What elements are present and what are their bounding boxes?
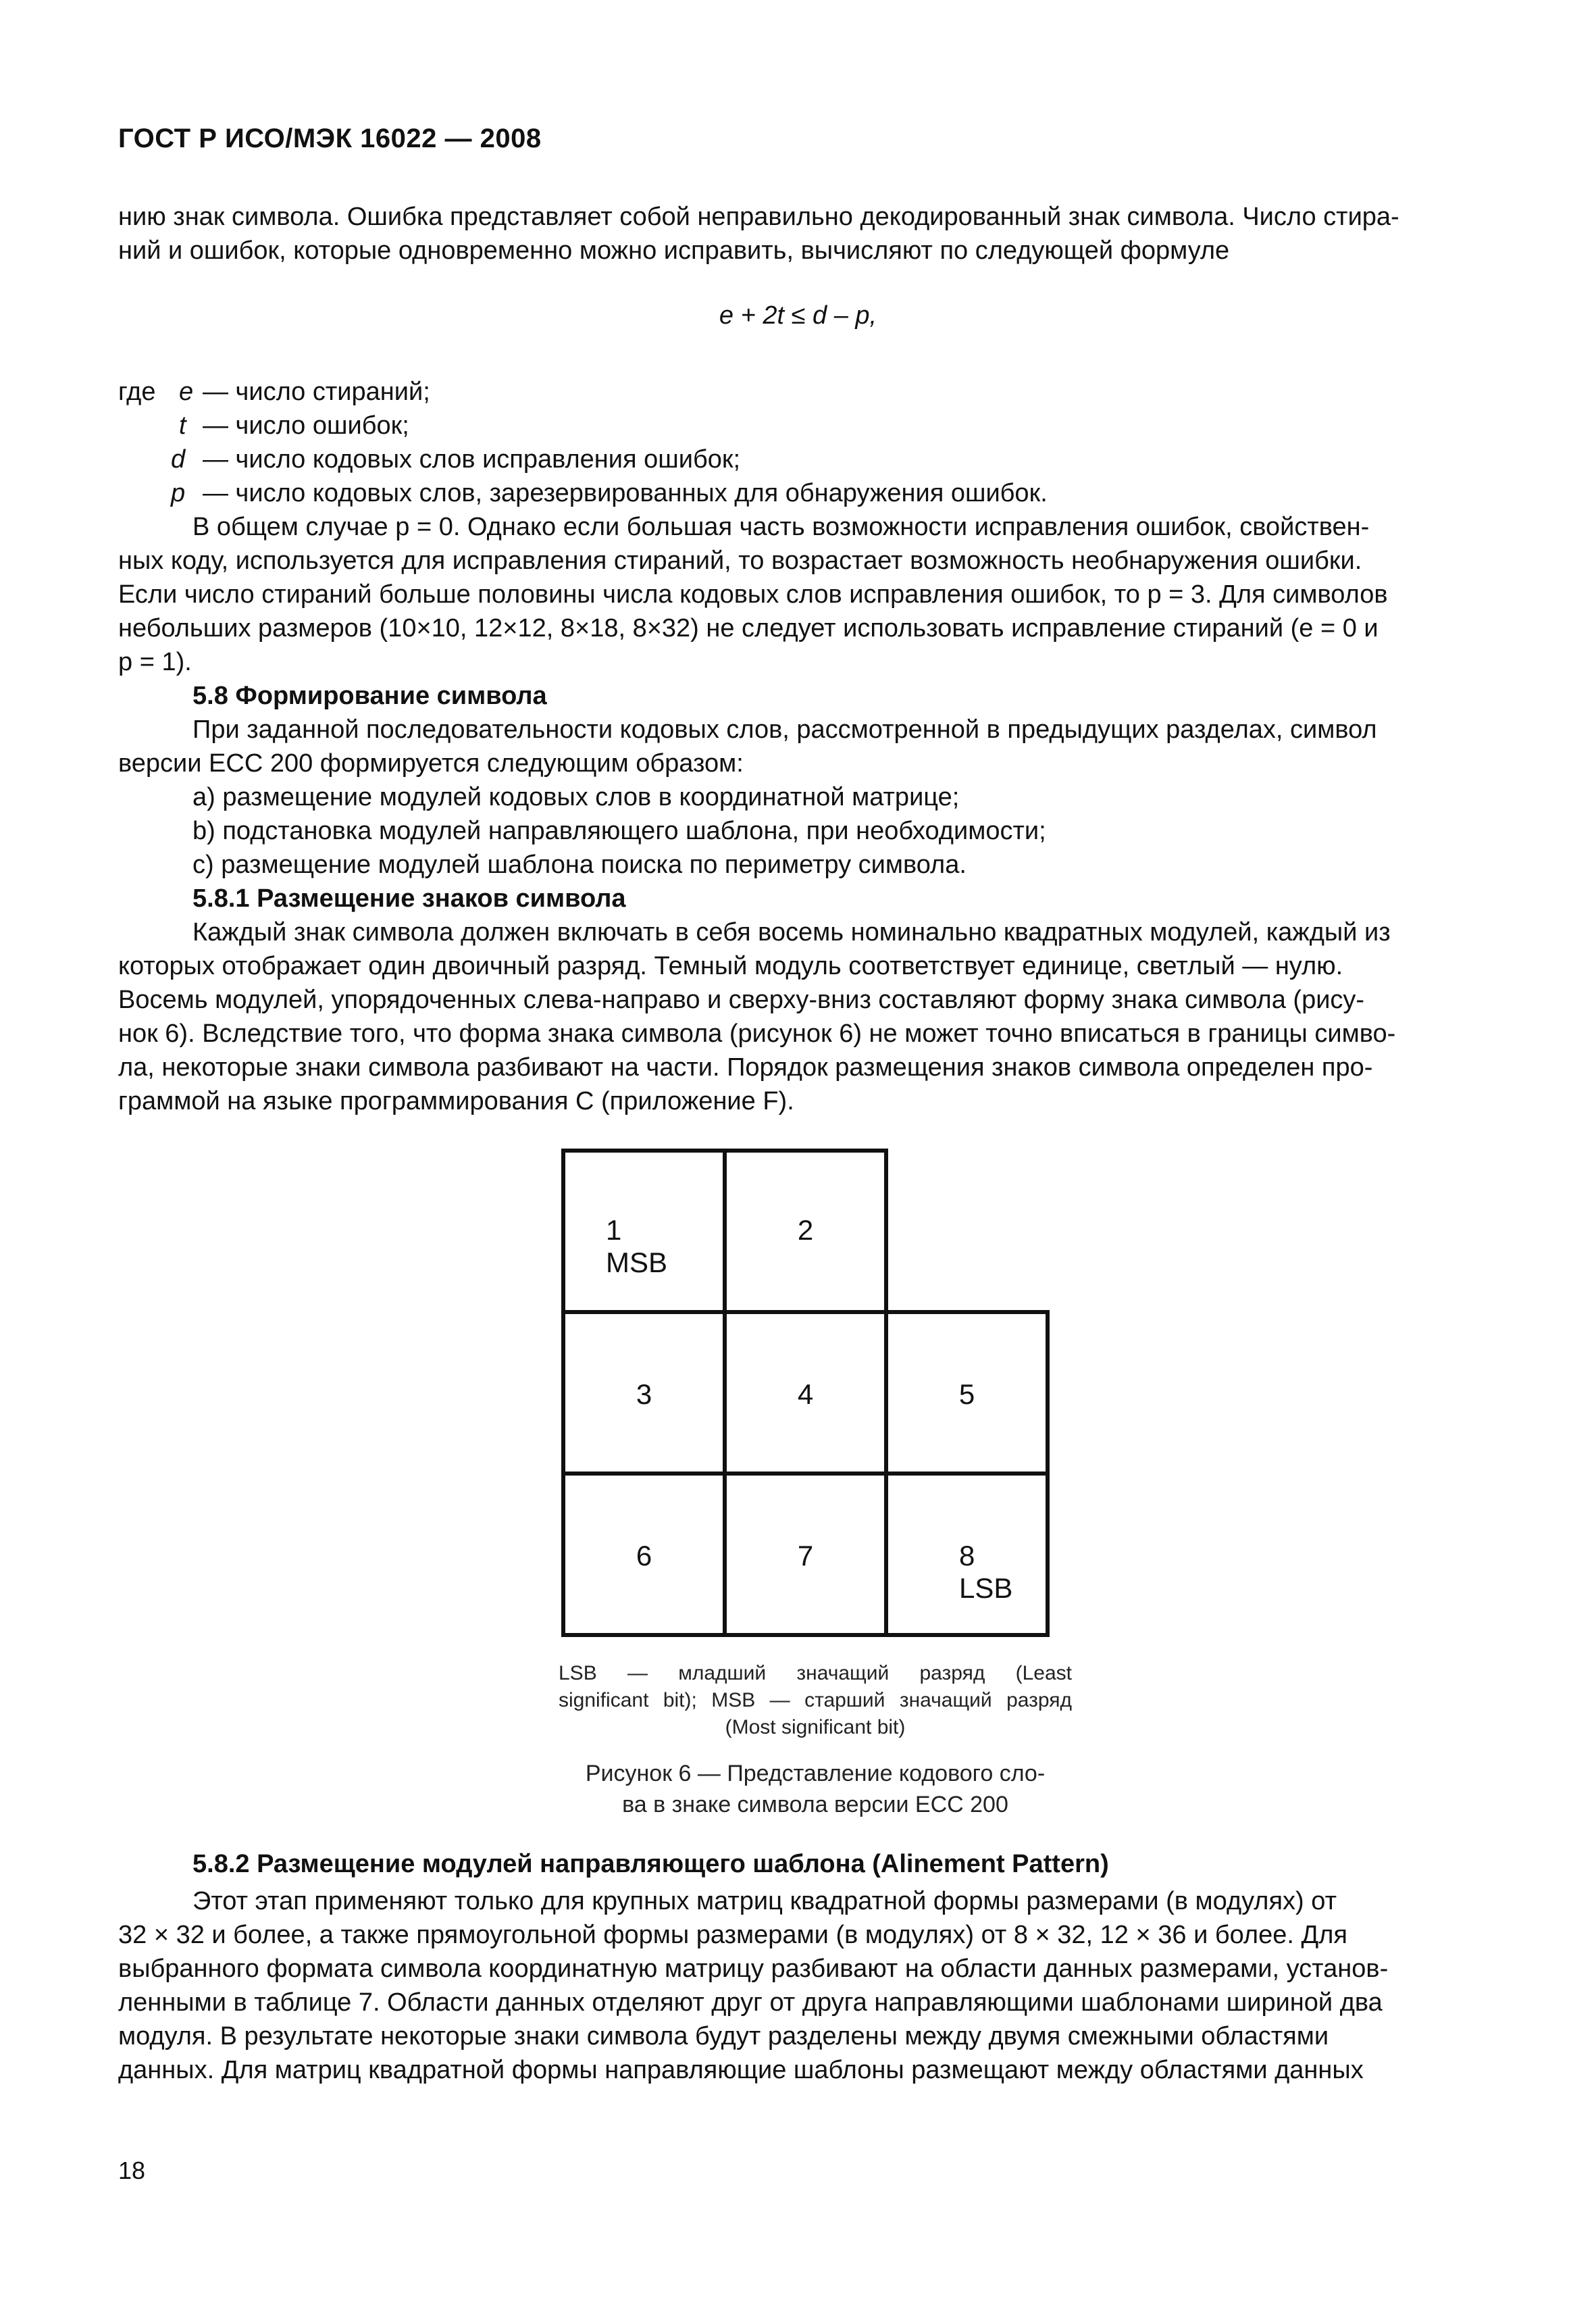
paragraph-line: Этот этап применяют только для крупных матриц квадратной формы размерами (в модулях) от <box>192 1887 1337 1915</box>
figure-cell-7 <box>723 1472 888 1637</box>
paragraph-line: небольших размеров (10×10, 12×12, 8×18, 8×32) не следует использовать исправление стираний (e = 0 и <box>118 614 1379 643</box>
list-item: a) размещение модулей кодовых слов в координатной матрице; <box>192 783 960 811</box>
figure-note-line: LSB — младший значащий разряд (Least <box>559 1662 1072 1684</box>
definition-text: — число ошибок; <box>203 411 409 440</box>
figure-cell-2 <box>723 1149 888 1314</box>
cell-number: 2 <box>797 1214 814 1246</box>
figure-note-line: (Most significant bit) <box>725 1716 906 1738</box>
figure-cell-1 <box>561 1149 727 1314</box>
cell-number: 8 <box>959 1540 975 1571</box>
section-5-8-heading: 5.8 Формирование символа <box>192 682 547 710</box>
cell-number: 4 <box>797 1378 814 1410</box>
figure-cell-6 <box>561 1472 727 1637</box>
cell-number: 1 <box>606 1214 622 1246</box>
definition-variable: e <box>179 378 194 406</box>
document-header: ГОСТ Р ИСО/МЭК 16022 — 2008 <box>118 124 542 153</box>
paragraph-line: нок 6). Вследствие того, что форма знака символа (рисунок 6) не может точно вписаться в границы симво- <box>118 1020 1396 1048</box>
definition-lead: где <box>118 378 156 406</box>
paragraph-line: ла, некоторые знаки символа разбивают на части. Порядок размещения знаков символа определен про- <box>118 1053 1373 1082</box>
paragraph-line: Восемь модулей, упорядоченных слева-направо и сверху-вниз составляют форму знака символа (рису- <box>118 986 1365 1014</box>
figure-note-line: significant bit); MSB — старший значащий разряд <box>559 1689 1072 1711</box>
cell-sublabel: LSB <box>959 1572 1013 1604</box>
formula: e + 2t ≤ d – p, <box>719 301 877 330</box>
definition-text: — число кодовых слов, зарезервированных для обнаружения ошибок. <box>203 479 1048 507</box>
paragraph-line: которых отображает один двоичный разряд. Темный модуль соответствует единице, светлый — нулю. <box>118 952 1343 980</box>
paragraph-line: версии ECC 200 формируется следующим образом: <box>118 749 744 778</box>
definition-variable: t <box>179 411 186 440</box>
intro-line: ний и ошибок, которые одновременно можно исправить, вычисляют по следующей формуле <box>118 236 1230 265</box>
intro-line: нию знак символа. Ошибка представляет собой неправильно декодированный знак символа. Число стира- <box>118 203 1399 231</box>
cell-number: 6 <box>636 1540 652 1571</box>
paragraph-line: При заданной последовательности кодовых слов, рассмотренной в предыдущих разделах, символ <box>192 715 1377 744</box>
definition-variable: p <box>171 479 186 507</box>
page-number: 18 <box>118 2157 146 2184</box>
section-5-8-2-paragraph <box>118 1884 1478 2087</box>
figure-cell-5 <box>884 1310 1050 1476</box>
section-5-8-2-heading: 5.8.2 Размещение модулей направляющего шаблона (Alinement Pattern) <box>192 1850 1109 1878</box>
section-5-8-1-heading: 5.8.1 Размещение знаков символа <box>192 884 626 913</box>
paragraph-line: Каждый знак символа должен включать в себя восемь номинально квадратных модулей, каждый из <box>192 918 1391 947</box>
paragraph-line: данных. Для матриц квадратной формы направляющие шаблоны размещают между областями данных <box>118 2056 1364 2084</box>
cell-number: 7 <box>797 1540 814 1571</box>
paragraph-line: граммой на языке программирования C (приложение F). <box>118 1087 794 1115</box>
definition-variable: d <box>171 445 186 474</box>
list-item: c) размещение модулей шаблона поиска по периметру символа. <box>192 851 967 879</box>
paragraph-line: 32 × 32 и более, а также прямоугольной формы размерами (в модулях) от 8 × 32, 12 × 36 и более. Для <box>118 1921 1347 1949</box>
figure-cell-8 <box>884 1472 1050 1637</box>
paragraph-line: В общем случае p = 0. Однако если большая часть возможности исправления ошибок, свойствен- <box>192 513 1370 541</box>
paragraph-line: модуля. В результате некоторые знаки символа будут разделены между двумя смежными областями <box>118 2022 1329 2051</box>
paragraph-line: выбранного формата символа координатную матрицу разбивают на области данных размерами, установ- <box>118 1955 1389 1983</box>
figure-note <box>559 1660 1072 1741</box>
codeword-figure <box>561 1149 1046 1632</box>
definition-text: — число стираний; <box>203 378 430 406</box>
cell-number: 5 <box>958 1378 975 1410</box>
intro-paragraph <box>118 200 1478 268</box>
cell-number: 3 <box>636 1378 652 1410</box>
cell-sublabel: MSB <box>606 1247 668 1278</box>
figure-cell-4 <box>723 1310 888 1476</box>
paragraph-line: p = 1). <box>118 648 192 676</box>
figure-caption-line: ва в знаке символа версии ECC 200 <box>622 1792 1008 1817</box>
figure-caption <box>559 1758 1072 1820</box>
list-item: b) подстановка модулей направляющего шаблона, при необходимости; <box>192 817 1046 845</box>
paragraph-line: ленными в таблице 7. Области данных отделяют друг от друга направляющими шаблонами шириной два <box>118 1988 1383 2017</box>
general-case-paragraph <box>118 510 1478 1118</box>
paragraph-line: ных коду, используется для исправления стираний, то возрастает возможность необнаружения ошибки. <box>118 547 1362 575</box>
figure-caption-line: Рисунок 6 — Представление кодового сло- <box>585 1761 1046 1786</box>
paragraph-line: Если число стираний больше половины числа кодовых слов исправления ошибок, то p = 3. Для символов <box>118 580 1388 609</box>
definition-text: — число кодовых слов исправления ошибок; <box>203 445 741 474</box>
figure-cell-3 <box>561 1310 727 1476</box>
